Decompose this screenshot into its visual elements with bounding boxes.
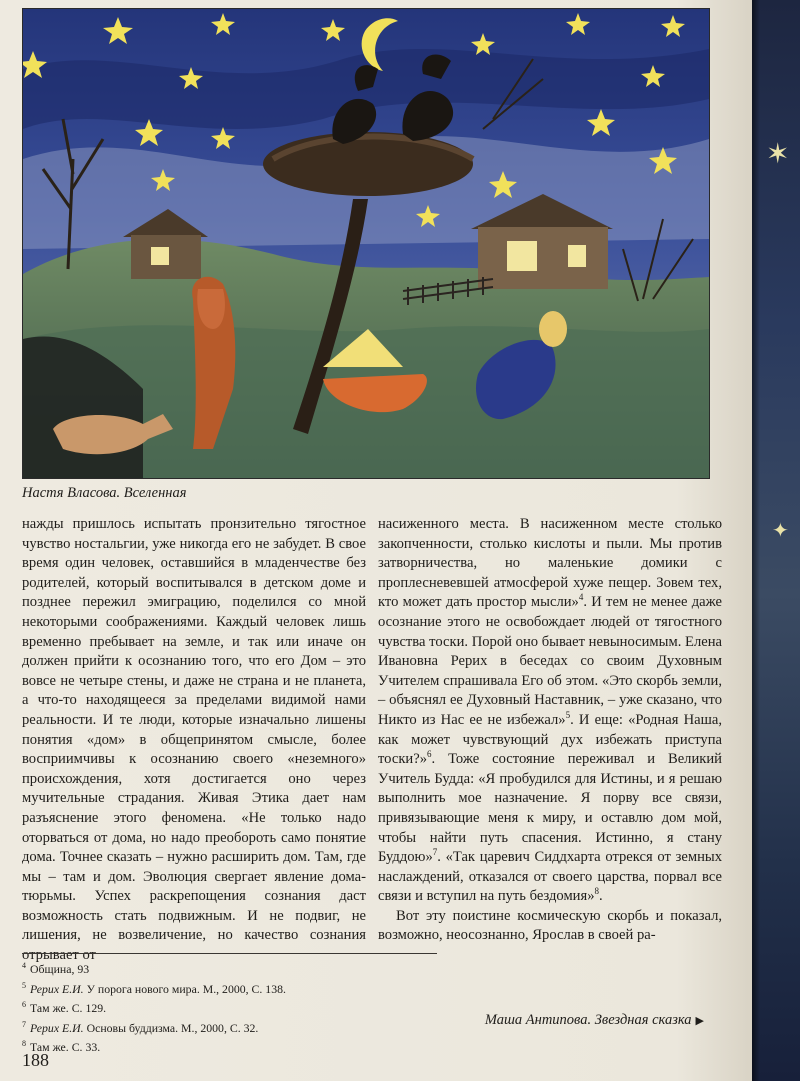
next-painting-caption <box>485 1012 704 1029</box>
text-run: . И еще: «Родная Наша, как может чувствующий дух избежать приступа тоски?» <box>378 711 722 768</box>
footnote-ref[interactable]: 8 <box>594 886 599 897</box>
page-gutter-shadow <box>752 0 760 1081</box>
footnote-ref[interactable]: 6 <box>427 749 432 760</box>
footnote-item <box>22 978 442 998</box>
paragraph: нажды пришлось испытать пронзительно тягостное чувство ностальгии, уже никогда его не забудет. В свое время один человек, оставшийся в младенчестве без родителей, который воспитывался в детском доме и позднее пережил эмиграцию, поделился со мной некоторыми соображениями. Каждый человек лишь временно пребывает на земле, и так или иначе он должен прийти к осознанию того, что его Дом – это вовсе не четыре стены, и даже не страна и не планета, а что-то находящееся за пределами видимой нами реальности. И те люди, которые изначально лишены понятия «дом» в общепринятом смысле, более восприимчивы к осознанию своего «неземного» происхождения, хотя достигается оно через мучительные страдания. Живая Этика дает нам разъяснение этого феномена. «Не только надо оторваться от дома, но надо преобороть само понятие дома. Точнее сказать – нужно расширить дом. Там, где мы – там и дом. Эволюция свергает явление дома-тюрьмы. Успех раскрепощения сознания даст возможность стать подвижным. И не подвиг, не лишения, не возвеличение, но качество сознания отрывает от <box>22 516 366 964</box>
footnote-ref[interactable]: 7 <box>432 847 438 858</box>
footnote-item <box>22 958 442 978</box>
paragraph: Вот эту поистине космическую скорбь и показал, возможно, неосознанно, Ярослав в своей ра- <box>378 907 722 944</box>
text-run: насиженного места. В насиженном месте столько закопченности, столько кислоты и пыли. Мы против затворничества, но маленькие домики с проплесневевшей атмосферой хуже пещер. Зовем тех, кто может дать простор мысли» <box>378 516 722 611</box>
right-column <box>378 515 722 946</box>
footnote-text: Община, 93 <box>30 961 90 976</box>
footnote-ref[interactable]: 5 <box>565 710 571 721</box>
footnote-number: 8 <box>22 1039 26 1049</box>
footnote-author: Рерих Е.И. <box>30 1020 84 1035</box>
page-number: 188 <box>22 1050 49 1070</box>
next-caption-text: Маша Антипова. Звездная сказка <box>484 1012 692 1028</box>
star-icon: ✶ <box>766 137 790 170</box>
footnotes <box>22 958 442 1056</box>
text-run: . <box>599 888 603 905</box>
facing-page-edge <box>752 0 800 1081</box>
footnote-author: Рерих Е.И. <box>30 981 84 996</box>
left-column <box>22 515 366 966</box>
footnote-text: Там же. С. 33. <box>30 1039 101 1054</box>
arrow-right-icon: ▶ <box>695 1015 704 1027</box>
footnote-number: 6 <box>22 1000 26 1010</box>
text-run: . И тем не менее даже осознание этого не освобождает людей от тягостного чувства тоски. Порой оно бывает невыносимым. Елена Ивановна Рерих в беседах со своим Духовным Учителем спрашивала Его об этом. «Это скорбь земли, – объяснял ее Духовный Наставник, – уже сказано, что Никто из Нас ее не избежал» <box>378 594 722 728</box>
footnote-number: 5 <box>22 980 26 990</box>
footnote-text: У порога нового мира. М., 2000, С. 138. <box>83 981 286 996</box>
footnote-divider <box>22 953 437 954</box>
painting-artwork <box>23 9 709 478</box>
footnote-text: Там же. С. 129. <box>30 1000 107 1015</box>
footnote-number: 4 <box>22 961 26 970</box>
footnote-text: Основы буддизма. М., 2000, С. 32. <box>83 1020 259 1035</box>
painting-illustration <box>22 8 710 479</box>
footnote-item <box>22 1036 442 1056</box>
footnote-item <box>22 997 442 1017</box>
painting-caption: Настя Власова. Вселенная <box>22 485 187 501</box>
paragraph <box>378 515 722 907</box>
footnote-item <box>22 1017 442 1037</box>
text-run: . Тоже состояние переживал и Великий Учитель Будда: «Я пробудился для Истины, и я решаю выполнить мое назначение. Я порву все связи, привязывающие меня к миру, и оставлю дом мой, чтобы найти путь спасения. Истинно, я стану Буддою» <box>378 751 722 866</box>
star-icon: ✦ <box>772 518 789 542</box>
text-run: . «Так царевич Сиддхарта отрекся от земных наслаждений, отказался от своего царства, порвал все связи и вступил на путь бездомия» <box>378 849 722 905</box>
footnote-ref[interactable]: 4 <box>578 592 584 603</box>
footnote-number: 7 <box>22 1019 26 1029</box>
